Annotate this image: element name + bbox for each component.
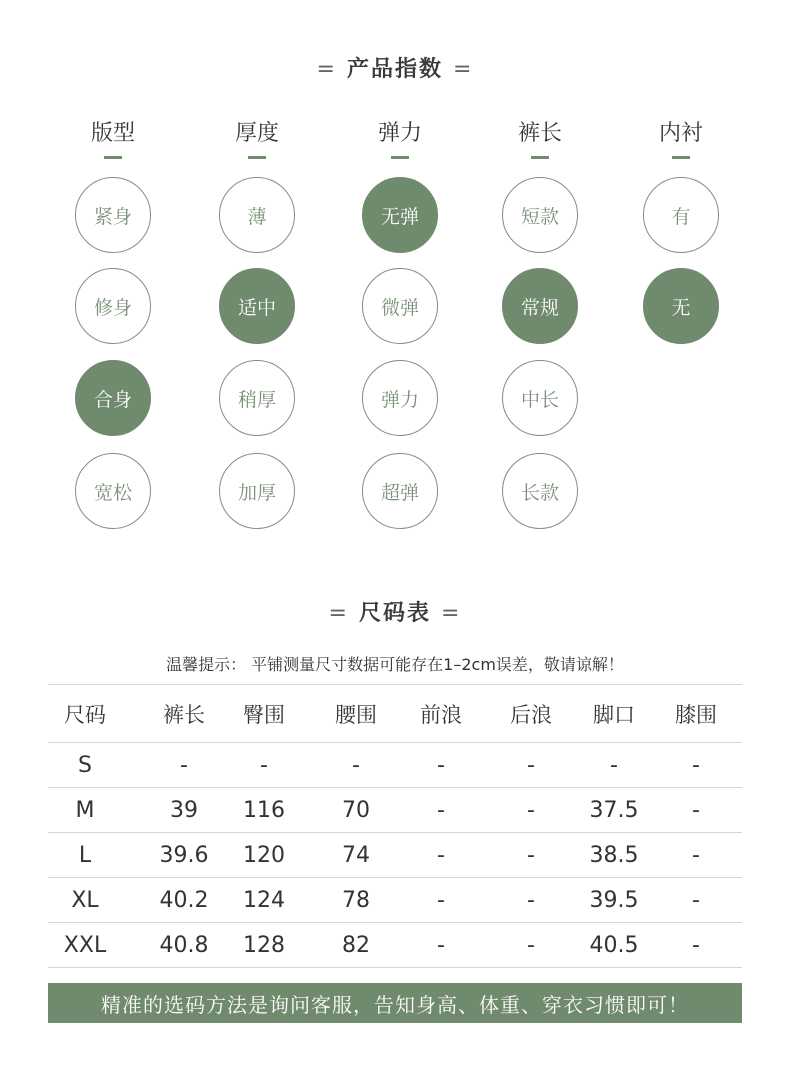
attribute-option: 有 <box>643 177 719 253</box>
table-cell: XXL <box>63 932 107 958</box>
table-cell: S <box>78 752 92 778</box>
attribute-column <box>500 118 580 159</box>
table-row <box>48 877 742 922</box>
attribute-option-selected: 合身 <box>75 360 151 436</box>
column-header: 裤长 <box>163 702 205 727</box>
table-cell: 40.5 <box>589 932 639 958</box>
column-header: 后浪 <box>510 702 552 727</box>
table-cell: - <box>527 842 535 868</box>
table-header-row <box>48 684 742 742</box>
size-chart-title-text: 尺码表 <box>358 601 431 626</box>
attribute-option-selected: 适中 <box>219 268 295 344</box>
table-cell: - <box>180 752 188 778</box>
table-cell: 82 <box>342 932 370 958</box>
table-cell: - <box>437 932 445 958</box>
table-row <box>48 922 742 968</box>
table-cell: - <box>692 932 700 958</box>
title-deco-left: = <box>328 601 349 626</box>
attribute-option: 稍厚 <box>219 360 295 436</box>
attribute-column-heading: 弹力 <box>377 121 422 146</box>
column-header: 腰围 <box>335 702 377 727</box>
table-cell: - <box>437 842 445 868</box>
column-header: 尺码 <box>64 702 106 727</box>
table-cell: - <box>352 752 360 778</box>
table-cell: 74 <box>342 842 370 868</box>
product-index-title-text: 产品指数 <box>346 57 443 82</box>
table-cell: - <box>260 752 268 778</box>
heading-underline <box>531 156 549 159</box>
attribute-option: 长款 <box>502 453 578 529</box>
heading-underline <box>248 156 266 159</box>
table-row <box>48 742 742 787</box>
table-cell: 39.6 <box>159 842 209 868</box>
sizing-advice-banner: 精准的选码方法是询问客服，告知身高、体重、穿衣习惯即可！ <box>48 983 742 1023</box>
table-cell: 124 <box>243 887 285 913</box>
table-cell: 70 <box>342 797 370 823</box>
table-cell: - <box>527 887 535 913</box>
column-header: 脚口 <box>593 702 635 727</box>
table-cell: - <box>437 797 445 823</box>
measurement-tip: 温馨提示： 平铺测量尺寸数据可能存在1–2cm误差，敬请谅解！ <box>166 655 624 674</box>
column-header: 前浪 <box>420 702 462 727</box>
table-cell: 78 <box>342 887 370 913</box>
heading-underline <box>104 156 122 159</box>
table-cell: 39 <box>170 797 198 823</box>
attribute-option: 中长 <box>502 360 578 436</box>
table-cell: 128 <box>243 932 285 958</box>
attribute-column-heading: 裤长 <box>517 121 562 146</box>
size-table <box>48 684 742 968</box>
table-cell: - <box>527 752 535 778</box>
attribute-column-heading: 内衬 <box>658 121 703 146</box>
table-cell: 116 <box>243 797 285 823</box>
attribute-option: 短款 <box>502 177 578 253</box>
size-chart-title <box>0 596 790 627</box>
table-cell: XL <box>71 887 99 913</box>
table-cell: L <box>78 842 92 868</box>
table-cell: 38.5 <box>589 842 639 868</box>
table-cell: - <box>527 932 535 958</box>
table-cell: - <box>692 842 700 868</box>
attribute-option: 修身 <box>75 268 151 344</box>
table-cell: - <box>437 752 445 778</box>
attribute-column-heading: 版型 <box>90 121 135 146</box>
attribute-option: 宽松 <box>75 453 151 529</box>
attribute-option: 紧身 <box>75 177 151 253</box>
attribute-column <box>73 118 153 159</box>
attribute-column <box>641 118 721 159</box>
table-cell: 37.5 <box>589 797 639 823</box>
table-cell: - <box>610 752 618 778</box>
title-deco-left: = <box>316 57 337 82</box>
table-cell: - <box>527 797 535 823</box>
heading-underline <box>672 156 690 159</box>
table-cell: 40.2 <box>159 887 209 913</box>
attribute-option: 微弹 <box>362 268 438 344</box>
attribute-option-selected: 无弹 <box>362 177 438 253</box>
attribute-column <box>217 118 297 159</box>
table-cell: - <box>692 887 700 913</box>
heading-underline <box>391 156 409 159</box>
table-cell: M <box>75 797 95 823</box>
table-cell: 120 <box>243 842 285 868</box>
column-header: 膝围 <box>675 702 717 727</box>
column-header: 臀围 <box>243 702 285 727</box>
table-row <box>48 832 742 877</box>
attribute-column-heading: 厚度 <box>234 121 279 146</box>
attribute-option: 薄 <box>219 177 295 253</box>
table-cell: - <box>692 752 700 778</box>
attribute-column <box>360 118 440 159</box>
attribute-option: 加厚 <box>219 453 295 529</box>
title-deco-right: = <box>453 57 474 82</box>
attribute-option: 弹力 <box>362 360 438 436</box>
attribute-option-selected: 无 <box>643 268 719 344</box>
attribute-option-selected: 常规 <box>502 268 578 344</box>
table-cell: 39.5 <box>589 887 639 913</box>
table-cell: - <box>692 797 700 823</box>
attribute-option: 超弹 <box>362 453 438 529</box>
title-deco-right: = <box>441 601 462 626</box>
table-cell: 40.8 <box>159 932 209 958</box>
product-index-title <box>0 52 790 83</box>
table-cell: - <box>437 887 445 913</box>
table-row <box>48 787 742 832</box>
